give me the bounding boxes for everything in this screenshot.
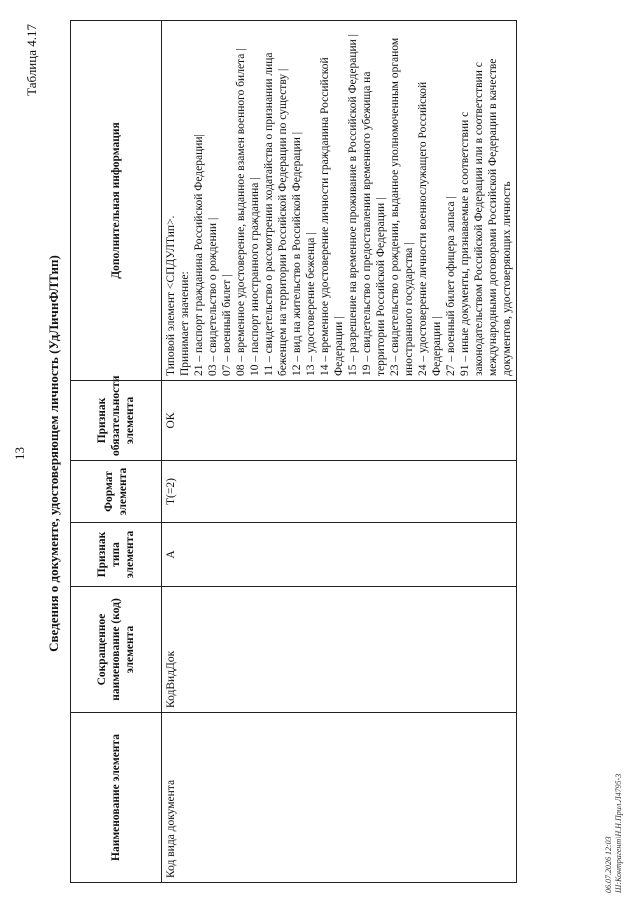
table-label: Таблица 4.17 (24, 24, 39, 96)
info-line: 15 – разрешение на временное проживание в Российской Федерации | (347, 34, 359, 376)
table-title: Сведения о документе, удостоверяющем личность (УдЛичнФЛТип) (46, 255, 61, 652)
document-sheet (10, 10, 630, 897)
header-additional-info: Дополнительная информация (71, 21, 162, 381)
spec-table (70, 20, 517, 883)
info-line: 14 – временное удостоверение личности гражданина Российской Федерации | (319, 57, 345, 376)
footer-date: 06.07.2026 12:03 (604, 836, 613, 893)
cell-code: КодВидДок (162, 587, 517, 713)
footer-path: Ш:Контрагент\Н.Н.Прил.Л4795-3 (614, 773, 623, 893)
footer-stamp (604, 774, 624, 893)
cell-format: T(=2) (162, 461, 517, 523)
info-line: 27 – военный билет офицера запаса | (445, 196, 457, 376)
info-line: 23 – свидетельство о рождении, выданное уполномоченным органом иностранного государства | (389, 37, 415, 376)
cell-required: ОК (162, 381, 517, 461)
info-line: 24 – удостоверение личности военнослужащего Российской Федерации | (417, 81, 443, 376)
cell-name: Код вида документа (162, 713, 517, 883)
table-row (162, 21, 517, 883)
info-line: 19 – свидетельство о предоставлении временного убежища на территории Российской Федерации | (361, 71, 387, 376)
header-element-type: Признак типа элемента (71, 523, 162, 587)
cell-info (162, 21, 517, 381)
info-line: 21 – паспорт гражданина Российской Федерации| (193, 134, 205, 376)
header-element-code: Сокращенное наименование (код) элемента (71, 587, 162, 713)
info-line: 10 – паспорт иностранного гражданина | (249, 177, 261, 376)
info-line: Принимает значение: (179, 271, 191, 376)
info-line: Типовой элемент <СПДУЛТип>. (165, 215, 177, 376)
info-line: 13 – удостоверение беженца | (305, 232, 317, 376)
table-header-row (71, 21, 162, 883)
cell-type: А (162, 523, 517, 587)
info-line: 07 – военный билет | (221, 274, 233, 376)
info-line: 08 – временное удостоверение, выданное взамен военного билета | (235, 48, 247, 376)
info-line: 12 – вид на жительство в Российской Федерации | (291, 131, 303, 376)
header-element-format: Формат элемента (71, 461, 162, 523)
header-element-name: Наименование элемента (71, 713, 162, 883)
info-line: 91 – иные документы, признаваемые в соответствии с законодательством Российской Федерации или в соответствии с международными договорами Российской Федерации в качестве документов, удостоверяющих личность (459, 58, 513, 376)
header-element-required: Признак обязательности элемента (71, 381, 162, 461)
page-number: 13 (12, 447, 27, 460)
info-line: 11 – свидетельство о рассмотрении ходатайства о признании лица беженцем на территории Российской Федерации по существу | (263, 52, 289, 376)
info-line: 03 – свидетельство о рождении | (207, 217, 219, 376)
